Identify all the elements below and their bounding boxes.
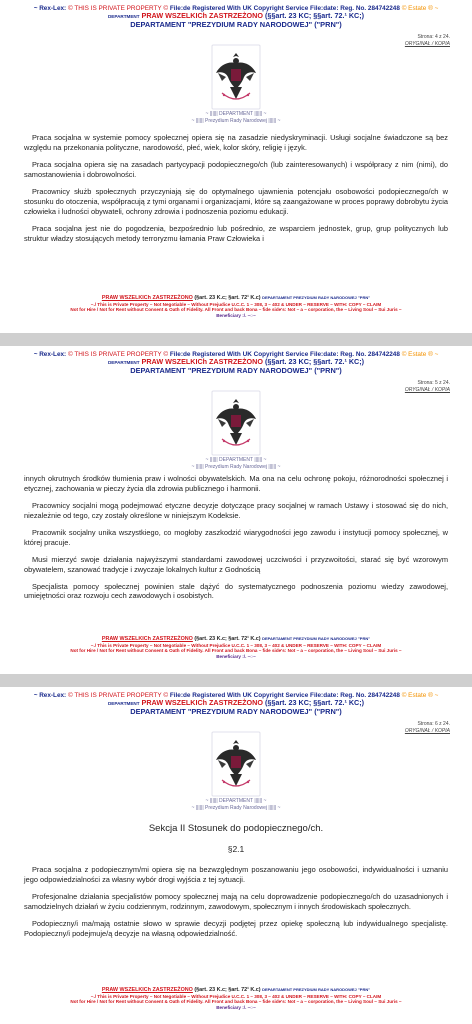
emblem-presidium-line: ~ |||||| Prezydium Rady Narodowej |||||| ~ — [191, 804, 281, 811]
original-copy-label: ORYGINAŁ / KOPIA — [404, 40, 450, 47]
department-small-label: DEPARTMENT — [107, 701, 140, 707]
department-name: DEPARTAMENT "PREZYDIUM RADY NARODOWEJ" ("PRN") — [130, 19, 342, 29]
footer-consent-notice: Not for Hire / Not for Rent without Consent & Oath of Fidelity. All Front and back Bona – fide side's: Not – a – corporation, the ~ Living Soul ~ Sui Juris ~ — [70, 999, 402, 1005]
section-title: Sekcja II Stosunek do podopiecznego/ch. — [148, 823, 324, 835]
footer-reserve-notice: ~./ This is Private Property – Not Negotiable – Without Prejudice U.C.C. 1 – 308, 3 – 402 & UNDER – RESERVE – WITH: COPY – CLAIM — [90, 993, 382, 999]
department-name: DEPARTAMENT "PREZYDIUM RADY NARODOWEJ" ("PRN") — [130, 706, 342, 716]
page-number: Strona: 6 z 24. — [417, 721, 450, 727]
footer-department: DEPARTAMENT PREZYDIUM RADY NARODOWEJ "PRN" — [262, 636, 371, 641]
copyright-registration: File:de Registered With UK Copyright Service File:date: Reg. No. 284742248 — [169, 5, 400, 12]
page-body — [0, 133, 472, 243]
paragraph: Specjalista pomocy społecznej powinien stale dążyć do systematycznego podnoszenia poziomu wiedzy zawodowej, umiejętności oraz rozwoju cech zawodowych i osobistych. — [24, 581, 448, 601]
paragraph: Profesjonalne działania specjalistów pomocy społecznej mają na celu doprowadzenie podopiecznego/ch do uzasadnionych i samodzielnych działań w życiu codziennym, rodzinnym, zawodowym, społecznym i innych środowiskach społecznych. — [24, 892, 448, 912]
footer-rights-title: PRAW WSZELKICh ZASTRZEŻONO — [101, 987, 193, 993]
emblem-presidium-line: ~ |||||| Prezydium Rady Narodowej |||||| ~ — [191, 117, 281, 124]
eagle-emblem-icon — [210, 730, 262, 798]
footer-rights-title: PRAW WSZELKICh ZASTRZEŻONO — [101, 295, 193, 301]
legal-reference: (§§art. 23 KC; §§art. 72.¹ KC;) — [264, 357, 364, 367]
page-footer — [0, 987, 472, 1011]
footer-reserve-notice: ~./ This is Private Property – Not Negotiable – Without Prejudice U.C.C. 1 – 308, 3 – 402 & UNDER – RESERVE – WITH: COPY – CLAIM — [90, 301, 382, 307]
estate-mark: © Estate ® ~ — [401, 5, 439, 12]
page-body — [0, 823, 472, 939]
legal-reference: (§§art. 23 KC; §§art. 72.¹ KC;) — [264, 11, 364, 21]
department-name: DEPARTAMENT "PREZYDIUM RADY NARODOWEJ" ("PRN") — [130, 365, 342, 375]
paragraph: Praca socjalna z podopiecznym/mi opiera się na bezwzględnym poszanowaniu jego osobowości, indywidualności i uznaniu jego odpowiedzialności za własny wybór drogi wyjścia z tej sytuacji. — [24, 865, 448, 885]
paragraph: Praca socjalna jest nie do pogodzenia, bezpośrednio lub pośrednio, ze wsparciem jednostek, grup, grup politycznych lub struktur władzy stosujących metody terroryzmu łamania Praw Człowieka i — [24, 223, 448, 243]
paragraph: Pracownicy służb społecznych przyczyniają się do optymalnego ujawnienia potencjału osobowości podopiecznego/ch w stosunku do otoczenia, współpracują z tymi organami i organizacjami, które są zaangażowane w proces poprawy dobrobytu życia człowieka i ludności obywateli, ochrony zdrowia i podnoszenia poziomu edukacji. — [24, 186, 448, 216]
eagle-emblem-icon — [210, 43, 262, 111]
page-footer — [0, 295, 472, 319]
page-stamp — [405, 721, 450, 734]
private-property-notice: © THIS IS PRIVATE PROPERTY © — [67, 351, 169, 358]
footer-department: DEPARTAMENT PREZYDIUM RADY NARODOWEJ "PRN" — [262, 987, 371, 992]
rights-reserved-title: PRAW WSZELKICh ZASTRZEŻONO — [141, 698, 263, 708]
footer-beneficiary: Beneficiary :/. ~○~ — [216, 1005, 256, 1011]
private-property-notice: © THIS IS PRIVATE PROPERTY © — [67, 5, 169, 12]
paragraph-number: §2.1 — [227, 843, 245, 854]
department-small-label: DEPARTMENT — [107, 360, 140, 366]
eagle-emblem-icon — [210, 389, 262, 457]
footer-beneficiary: Beneficiary :/. ~○~ — [216, 313, 256, 319]
rex-lex-prefix: ~ Rex-Lex: — [33, 351, 67, 358]
page-number: Strona: 4 z 24. — [417, 34, 450, 40]
footer-legal-reference: (§art. 23 K.c; §art. 72¹ K.c) — [194, 295, 261, 301]
paragraph: Praca socjalna w systemie pomocy społecznej opiera się na zasadzie niedyskryminacji. Usługi socjalne świadczone są bez względu na przekonania polityczne, narodowość, płeć, wiek, kolor skóry, religię i język. — [24, 133, 448, 153]
footer-reserve-notice: ~./ This is Private Property – Not Negotiable – Without Prejudice U.C.C. 1 – 308, 3 – 402 & UNDER – RESERVE – WITH: COPY – CLAIM — [90, 642, 382, 648]
page-header — [0, 687, 472, 716]
rights-reserved-title: PRAW WSZELKICh ZASTRZEŻONO — [141, 11, 263, 21]
original-copy-label: ORYGINAŁ / KOPIA — [404, 727, 450, 734]
footer-consent-notice: Not for Hire / Not for Rent without Consent & Oath of Fidelity. All Front and back Bona – fide side's: Not – a – corporation, the ~ Living Soul ~ Sui Juris ~ — [70, 648, 402, 654]
document-page-4 — [0, 0, 472, 333]
paragraph: Musi mierzyć swoje działania najwyższymi standardami zawodowej uczciwości i przyzwoitości, starać się być wzorowym obywatelem, szanować tradycje i zwyczaje lokalnych kultur z Godnością — [24, 554, 448, 574]
page-number: Strona: 5 z 24. — [417, 380, 450, 386]
footer-legal-reference: (§art. 23 K.c; §art. 72¹ K.c) — [194, 636, 261, 642]
estate-mark: © Estate ® ~ — [401, 692, 439, 699]
rights-reserved-title: PRAW WSZELKICh ZASTRZEŻONO — [141, 357, 263, 367]
footer-consent-notice: Not for Hire / Not for Rent without Consent & Oath of Fidelity. All Front and back Bona – fide side's: Not – a – corporation, the ~ Living Soul ~ Sui Juris ~ — [70, 307, 402, 313]
page-body — [0, 474, 472, 601]
original-copy-label: ORYGINAŁ / KOPIA — [404, 386, 450, 393]
emblem-department-line: ~ |||||| DEPARTMENT |||||| ~ — [205, 457, 267, 464]
page-header — [0, 346, 472, 375]
footer-legal-reference: (§art. 23 K.c; §art. 72¹ K.c) — [194, 987, 261, 993]
paragraph: Podopieczny/i ma/mają ostatnie słowo w sprawie decyzji podjętej przez opiekę społeczną lub indywidualnego specjalistę. Podopieczny/i podejmuje/ą decyzje na własną odpowiedzialność. — [24, 918, 448, 938]
rex-lex-prefix: ~ Rex-Lex: — [33, 5, 67, 12]
footer-department: DEPARTAMENT PREZYDIUM RADY NARODOWEJ "PRN" — [262, 295, 371, 300]
emblem-department-line: ~ |||||| DEPARTMENT |||||| ~ — [205, 798, 267, 805]
paragraph: Pracownicy socjalni mogą podejmować etyczne decyzje dotyczące pracy socjalnej w ramach Ustawy i stosować się do nich, niezależnie od tego, czy zostały określone w niniejszym Kodeksie. — [24, 501, 448, 520]
page-stamp — [405, 34, 450, 47]
estate-mark: © Estate ® ~ — [401, 351, 439, 358]
private-property-notice: © THIS IS PRIVATE PROPERTY © — [67, 692, 169, 699]
department-small-label: DEPARTMENT — [107, 14, 140, 20]
paragraph: Praca socjalna opiera się na zasadach partycypacji podopiecznego/ch (lub zainteresowanych) i współpracy z nim (nimi), do samostanowienia i dobrowolności. — [24, 160, 448, 179]
footer-beneficiary: Beneficiary :/. ~○~ — [216, 654, 256, 660]
legal-reference: (§§art. 23 KC; §§art. 72.¹ KC;) — [264, 698, 364, 708]
document-page-5 — [0, 346, 472, 674]
rex-lex-prefix: ~ Rex-Lex: — [33, 692, 67, 699]
page-stamp — [405, 380, 450, 393]
copyright-registration: File:de Registered With UK Copyright Service File:date: Reg. No. 284742248 — [169, 351, 400, 358]
document-page-6 — [0, 687, 472, 1024]
emblem-presidium-line: ~ |||||| Prezydium Rady Narodowej |||||| ~ — [191, 463, 281, 470]
copyright-registration: File:de Registered With UK Copyright Service File:date: Reg. No. 284742248 — [169, 692, 400, 699]
page-header — [0, 0, 472, 29]
page-footer — [0, 636, 472, 660]
footer-rights-title: PRAW WSZELKICh ZASTRZEŻONO — [101, 636, 193, 642]
paragraph: innych okrutnych środków tłumienia praw i wolności obywatelskich. Ma ona na celu ochronę pokoju, różnorodności społecznej i etycznej, zachowania w pieczy życia dla zdrowia publicznego i harmonii. — [24, 474, 448, 494]
paragraph: Pracownik socjalny unika wszystkiego, co mogłoby zaszkodzić wiarygodności jego zawodu i instytucji pomocy społecznej, w której pracuje. — [24, 527, 448, 547]
emblem-department-line: ~ |||||| DEPARTMENT |||||| ~ — [205, 111, 267, 118]
